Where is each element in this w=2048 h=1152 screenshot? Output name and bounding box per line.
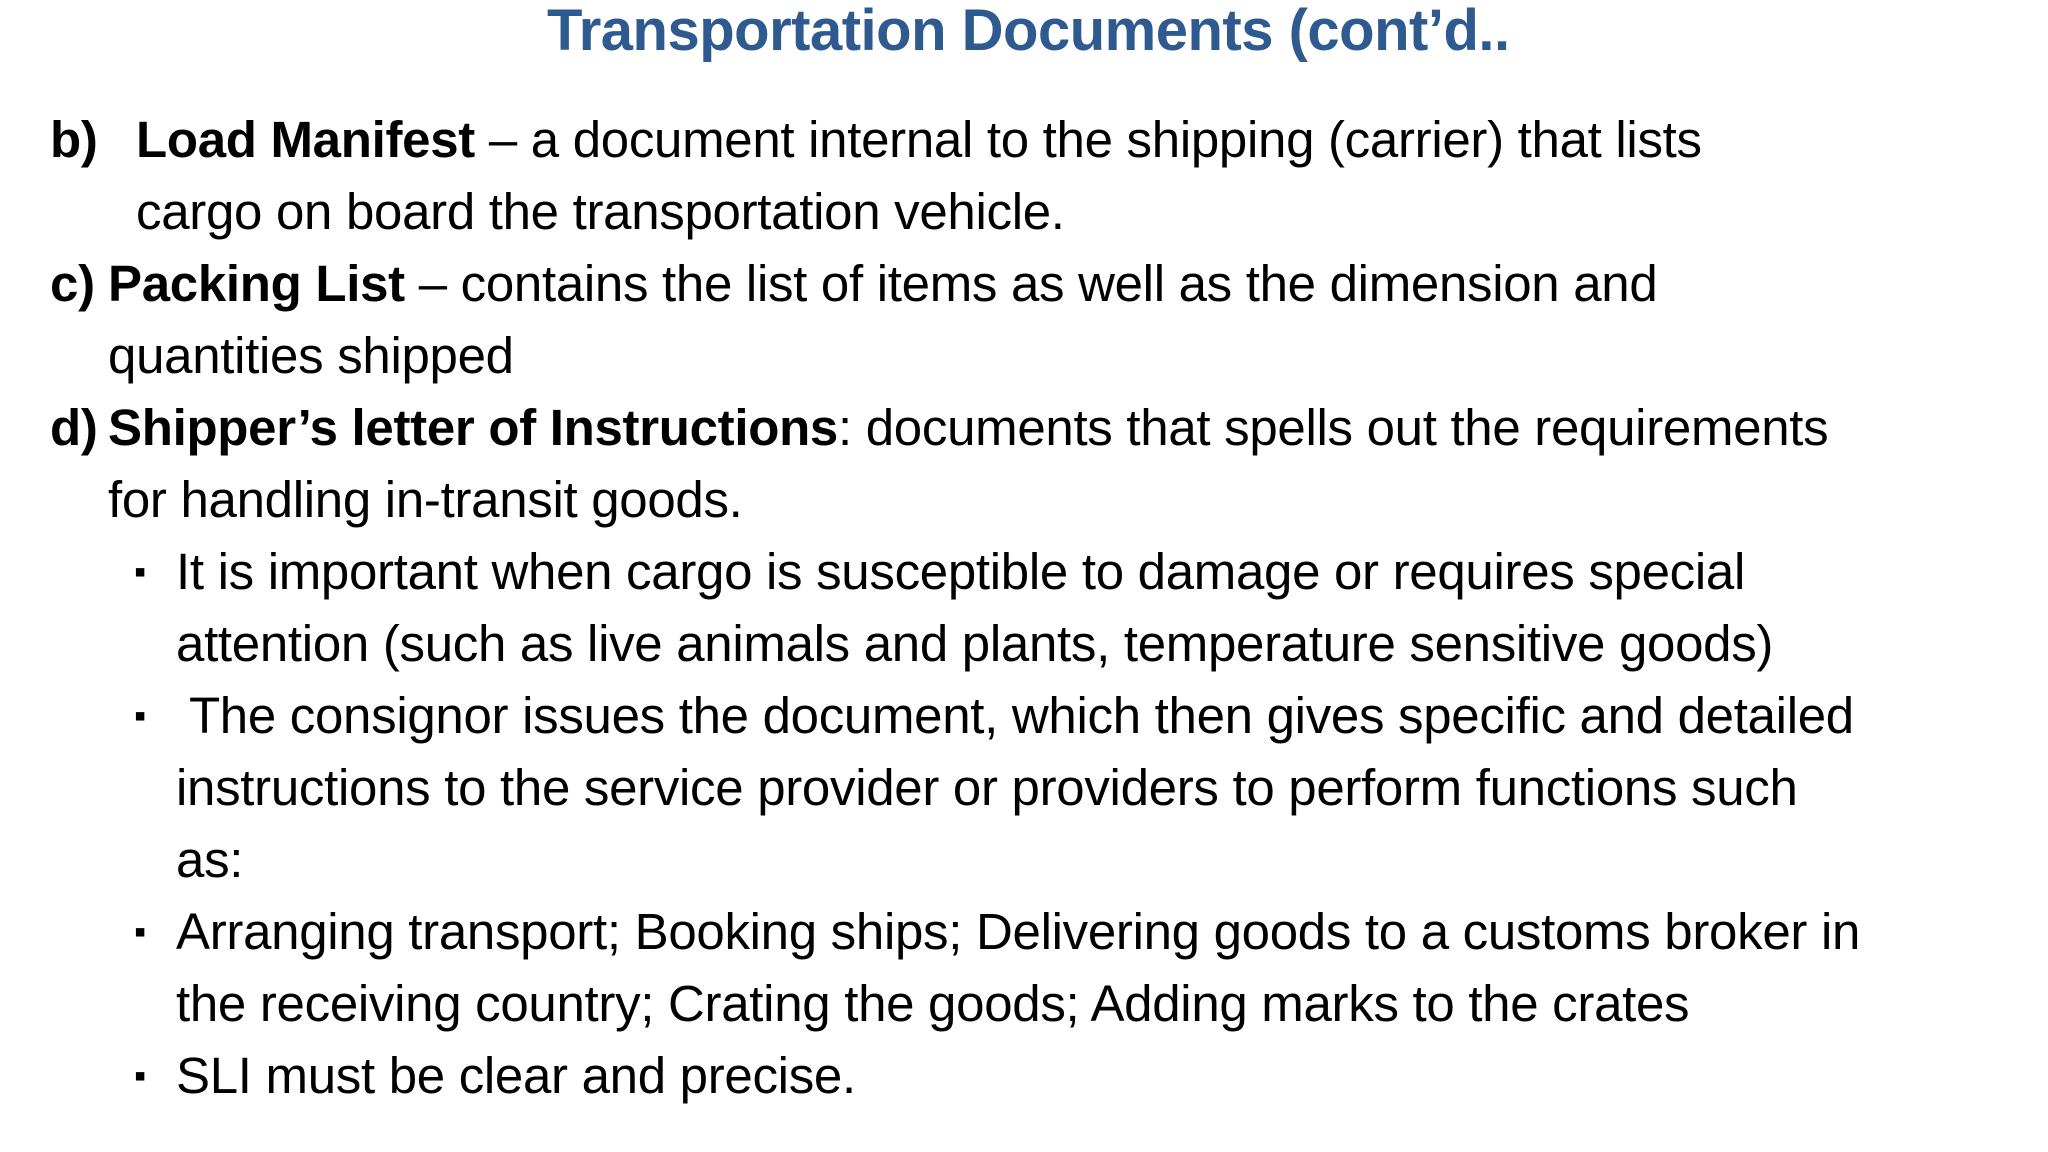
bullet-line: instructions to the service provider or providers to perform functions such (176, 759, 1798, 816)
item-description: – contains the list of items as well as the dimension and (404, 255, 1658, 312)
item-description: – a document internal to the shipping (carrier) that lists (474, 111, 1702, 168)
item-continuation: quantities shipped (108, 327, 514, 384)
square-bullet-icon: ▪ (134, 1057, 146, 1095)
square-bullet-icon: ▪ (134, 697, 146, 735)
bullet-line: as: (176, 831, 244, 888)
bullet-line: The consignor issues the document, which then gives specific and detailed (176, 687, 1854, 744)
item-term: Load Manifest (136, 111, 475, 168)
sub-bullet-importance (0, 536, 2048, 680)
list-item-load-manifest (0, 104, 2048, 248)
item-continuation: cargo on board the transportation vehicle. (136, 183, 1065, 240)
item-line (0, 104, 2048, 176)
sub-bullet-sli (0, 1040, 2048, 1112)
square-bullet-icon: ▪ (134, 553, 146, 591)
sub-bullet-consignor (0, 680, 2048, 896)
item-label: b) (50, 111, 98, 168)
item-term: Packing List (108, 255, 405, 312)
list-item-packing-list (0, 248, 2048, 392)
item-label: d) (50, 399, 98, 456)
list-item-shippers-letter (0, 392, 2048, 536)
item-term: Shipper’s letter of Instructions (108, 399, 838, 456)
item-line (0, 248, 2048, 320)
slide-title: Transportation Documents (cont’d.. (547, 0, 1510, 63)
item-continuation: for handling in-transit goods. (108, 471, 743, 528)
slide-content (0, 104, 2048, 1112)
square-bullet-icon: ▪ (134, 913, 146, 951)
bullet-line: attention (such as live animals and plants, temperature sensitive goods) (176, 615, 1774, 672)
bullet-line: It is important when cargo is susceptible to damage or requires special (176, 543, 1745, 600)
bullet-line: Arranging transport; Booking ships; Delivering goods to a customs broker in (176, 903, 1861, 960)
sub-bullet-functions (0, 896, 2048, 1040)
item-line (0, 392, 2048, 464)
item-label: c) (50, 255, 95, 312)
item-description: : documents that spells out the requirements (838, 399, 1829, 456)
bullet-line: the receiving country; Crating the goods; Adding marks to the crates (176, 975, 1690, 1032)
bullet-line: SLI must be clear and precise. (176, 1047, 856, 1104)
